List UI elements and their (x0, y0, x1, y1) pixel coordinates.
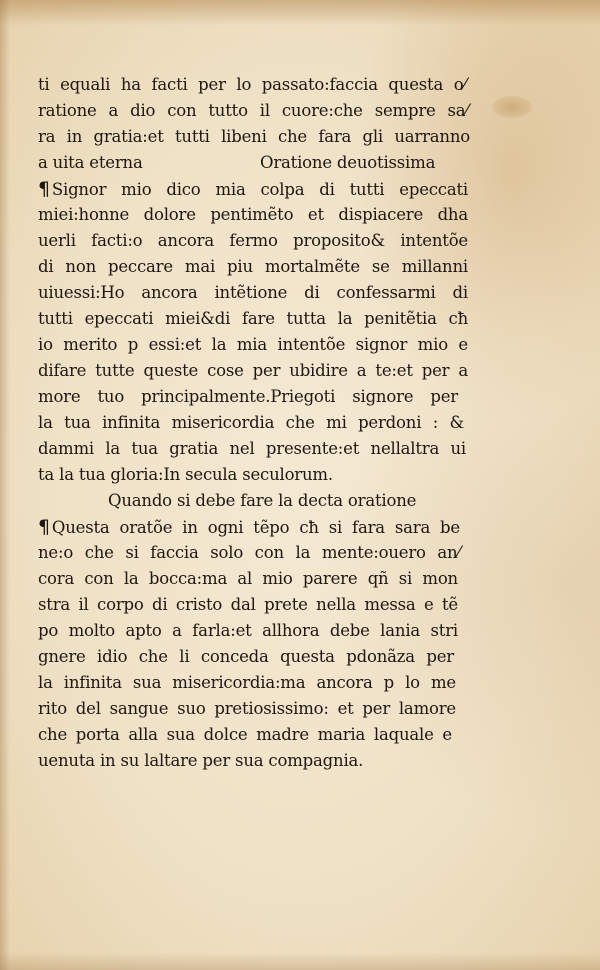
text-line: po molto apto a farla:et allhora debe lania stri (38, 621, 458, 640)
text-line: ti equali ha facti per lo passato:faccia questa o⁄ (38, 75, 466, 94)
text-line: la tua infinita misericordia che mi perdoni : & (38, 413, 464, 432)
page-stain-bottom (0, 952, 600, 970)
text-line: uiuessi:Ho ancora intẽtione di confessarmi di (38, 283, 468, 302)
text-line: dammi la tua gratia nel presente:et nellaltra ui (38, 439, 466, 458)
text-line: che porta alla sua dolce madre maria laquale e (38, 725, 452, 744)
text-line: io merito p essi:et la mia intentõe signor mio e (38, 335, 468, 354)
text-line: a uita eterna (38, 153, 143, 172)
text-line: more tuo principalmente.Priegoti signore per (38, 387, 458, 406)
section-heading: Oratione deuotissima (260, 153, 436, 172)
text-line: la infinita sua misericordia:ma ancora p lo me (38, 673, 456, 692)
section-heading: Quando si debe fare la decta oratione (108, 491, 417, 510)
text-line: rito del sangue suo pretiosissimo: et per lamore (38, 699, 456, 718)
text-line: difare tutte queste cose per ubidire a te:et per a (38, 361, 468, 380)
paragraph-start-line (38, 176, 468, 202)
text-line: uenuta in su laltare per sua compagnia. (38, 751, 364, 770)
page-stain-left (0, 0, 10, 970)
text-line: uerli facti:o ancora fermo proposito& intentõe (38, 231, 468, 250)
page-stain-top (0, 0, 600, 26)
text-line: miei:honne dolore pentimẽto et dispiacere dha (38, 205, 468, 224)
paragraph-start-line (38, 514, 460, 540)
text-line: ne:o che si faccia solo con la mente:ouero an⁄ (38, 543, 460, 562)
text-line: cora con la bocca:ma al mio parere qñ si mon (38, 569, 458, 588)
text-line: ta la tua gloria:In secula seculorum. (38, 465, 333, 484)
text-line: ratione a dio con tutto il cuore:che sempre sa⁄ (38, 101, 468, 120)
text-line-content: Questa oratõe in ogni tẽpo cħ si fara sara be (51, 518, 460, 537)
text-line: stra il corpo di cristo dal prete nella messa e tẽ (38, 595, 458, 614)
text-line-content: Signor mio dico mia colpa di tutti epeccati (51, 180, 468, 199)
foxing-mark (492, 96, 532, 118)
text-line: di non peccare mai piu mortalmẽte se millanni (38, 257, 468, 276)
text-line: ra in gratia:et tutti libeni che fara gli uarranno (38, 127, 470, 146)
text-line: tutti epeccati miei&di fare tutta la penitẽtia cħ (38, 309, 468, 328)
text-line: gnere idio che li conceda questa pdonãza per (38, 647, 454, 666)
pilcrow-mark: ¶ (38, 178, 50, 200)
pilcrow-mark: ¶ (38, 516, 50, 538)
